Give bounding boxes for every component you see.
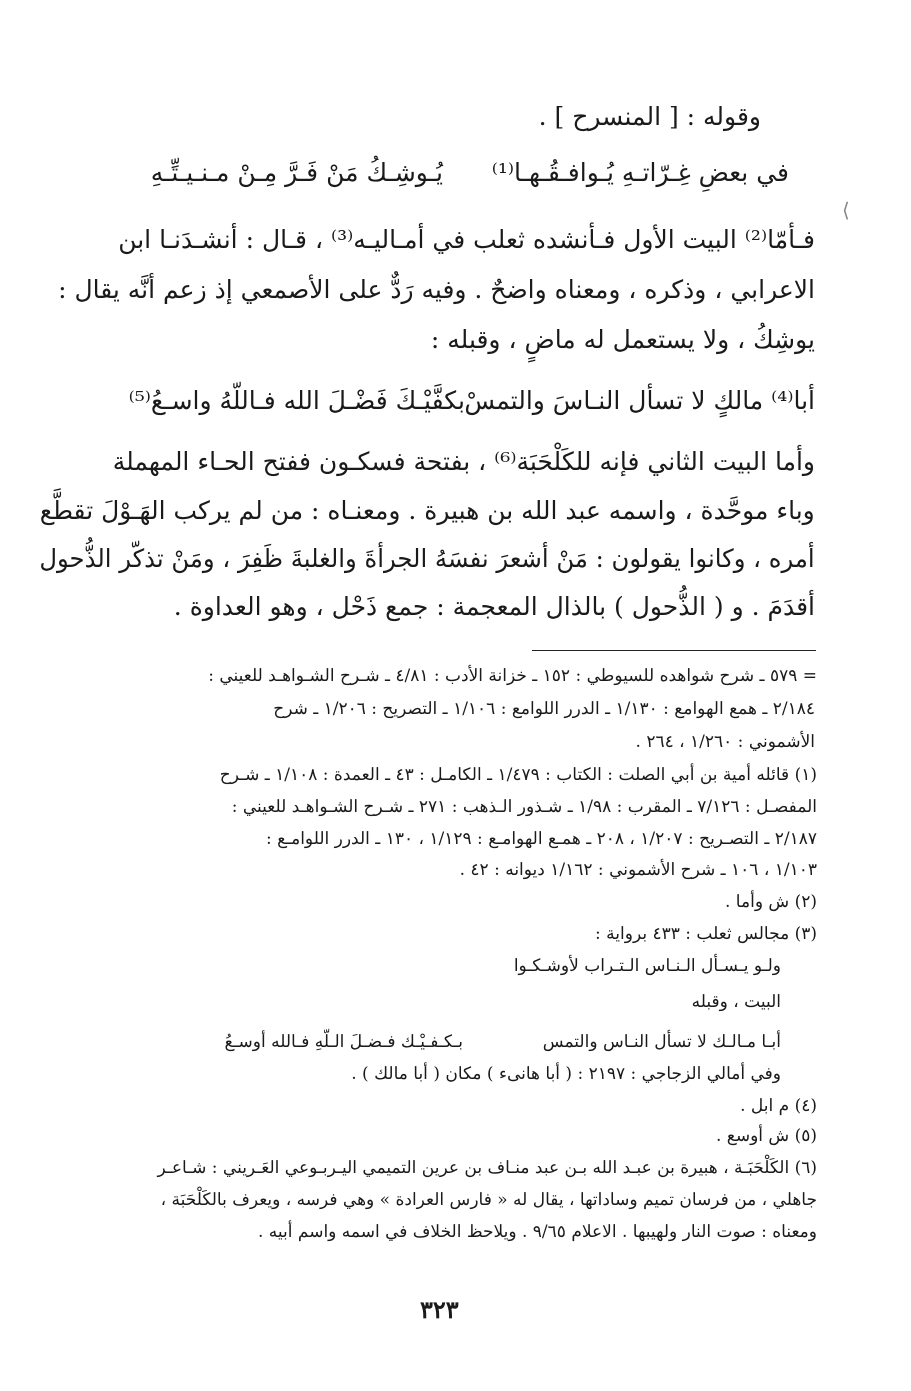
verse2-first-hemistich: أبا⁽⁴⁾ مالكٍ لا تسأل النـاسَ والتمسْ — [464, 386, 815, 415]
footnote-3-verse2-first: أبـا مـالـك لا تسأل النـاس والتمس — [542, 1032, 781, 1052]
margin-mark: ⟨ — [842, 198, 850, 222]
footnote-6-line3: ومعناه : صوت النار ولهيبها . الاعلام ٩/٦٥ . ويلاحظ الخلاف في اسمه واسم أبيه . — [257, 1222, 817, 1242]
footnote-1-line2: المفصـل : ٧/١٢٦ ـ المقرب : ١/٩٨ ـ شـذور الـذهب : ٢٧١ ـ شـرح الشـواهـد للعيني : — [231, 797, 817, 817]
verse2-second-hemistich: بكفَّيْـكَ فَضْـلَ الله فـاللّهُ واسـعُ⁽⁵⁾ — [128, 386, 465, 415]
footnote-6-line2: جاهلي ، من فرسان تميم وساداتها ، يقال له « فارس العرادة » وهي فرسه ، ويعرف بالكَلْحَبَة ، — [160, 1190, 817, 1210]
footnote-1-line1: (١) قائله أمية بن أبي الصلت : الكتاب : ١/٤٧٩ ـ الكامـل : ٤٣ ـ العمدة : ١/١٠٨ ـ شـرح — [219, 765, 817, 785]
footnote-1-line4: ١/١٠٣ ، ١٠٦ ـ شرح الأشموني : ١/١٦٢ ديوانه : ٤٢ . — [459, 860, 817, 880]
footnote-6-line1: (٦) الكَلْحَبَـة ، هبيرة بن عبـد الله بـن عبد منـاف بن عرين التميمي اليـربـوعي العَـريني : شـاعـر — [157, 1158, 817, 1178]
footnote-3-verse1: ولـو يـسـأل الـنـاس الـتـراب لأوشـكـوا — [513, 956, 781, 976]
verse1-second-hemistich: في بعضِ غِـرّاتـهِ يُـوافـقُـهـا⁽¹⁾ — [491, 158, 789, 187]
footnote-4: (٤) م ابل . — [740, 1096, 817, 1116]
verse1-first-hemistich: يُـوشِـكُ مَنْ فَـرَّ مِـنْ مـنـيـتِّـهِ — [150, 158, 443, 187]
page-number: ٣٢٣ — [420, 1295, 459, 1324]
intro-line: وقوله : [ المنسرح ] . — [538, 102, 761, 131]
para1-line1: فـأمّا⁽²⁾ البيت الأول فـأنشده ثعلب في أمـاليـه⁽³⁾ ، قـال : أنشـدَنـا ابن — [118, 225, 815, 254]
footnote-3-verse2-second: بـكـفـيْـك فـضـلَ الـلّهِ فـالله أوسـعُ — [224, 1032, 463, 1052]
footnote-3: (٣) مجالس ثعلب : ٤٣٣ برواية : — [595, 924, 817, 944]
para2-line1: وأما البيت الثاني فإنه للكَلْحَبَة⁽⁶⁾ ، بفتحة فسكـون ففتح الحـاء المهملة — [112, 447, 815, 476]
footnote-2: (٢) ش وأما . — [725, 892, 817, 912]
para1-line3: يوشِكُ ، ولا يستعمل له ماضٍ ، وقبله : — [430, 325, 815, 354]
footnote-cont-line2: ٢/١٨٤ ـ همع الهوامع : ١/١٣٠ ـ الدرر اللوامع : ١/١٠٦ ـ التصريح : ١/٢٠٦ ـ شرح — [273, 699, 815, 719]
footnote-cont-line1: = ٥٧٩ ـ شرح شواهده للسيوطي : ١٥٢ ـ خزانة الأدب : ٤/٨١ ـ شـرح الشـواهـد للعيني : — [208, 666, 817, 686]
footnote-3-zajjaji: وفي أمالي الزجاجي : ٢١٩٧ : ( أبا هانىء ) مكان ( أبا مالك ) . — [351, 1064, 781, 1084]
footnote-1-line3: ٢/١٨٧ ـ التصـريح : ١/٢٠٧ ، ٢٠٨ ـ همـع الهوامـع : ١/١٢٩ ، ١٣٠ ـ الدرر اللوامـع : — [265, 829, 817, 849]
footnote-3-text: البيت ، وقبله — [691, 992, 781, 1012]
para2-line4: أقدَمَ . و ( الذُّحول ) بالذال المعجمة : جمع ذَحْل ، وهو العداوة . — [173, 592, 815, 621]
para2-line3: أمره ، وكانوا يقولون : مَنْ أشعرَ نفسَهُ الجرأةَ والغلبةَ ظَفِرَ ، ومَنْ تذكّر الذُّحول — [39, 544, 815, 573]
para1-line2: الاعرابي ، وذكره ، ومعناه واضحٌ . وفيه رَدٌّ على الأصمعي إذ زعم أنَّه يقال : — [58, 275, 815, 304]
footnote-separator — [532, 650, 816, 651]
footnote-5: (٥) ش أوسع . — [715, 1126, 817, 1146]
footnote-cont-line3: الأشموني : ١/٢٦٠ ، ٢٦٤ . — [635, 732, 815, 752]
para2-line2: وباء موحَّدة ، واسمه عبد الله بن هبيرة . ومعنـاه : من لم يركب الهَـوْلَ تقطَّع — [40, 496, 815, 525]
